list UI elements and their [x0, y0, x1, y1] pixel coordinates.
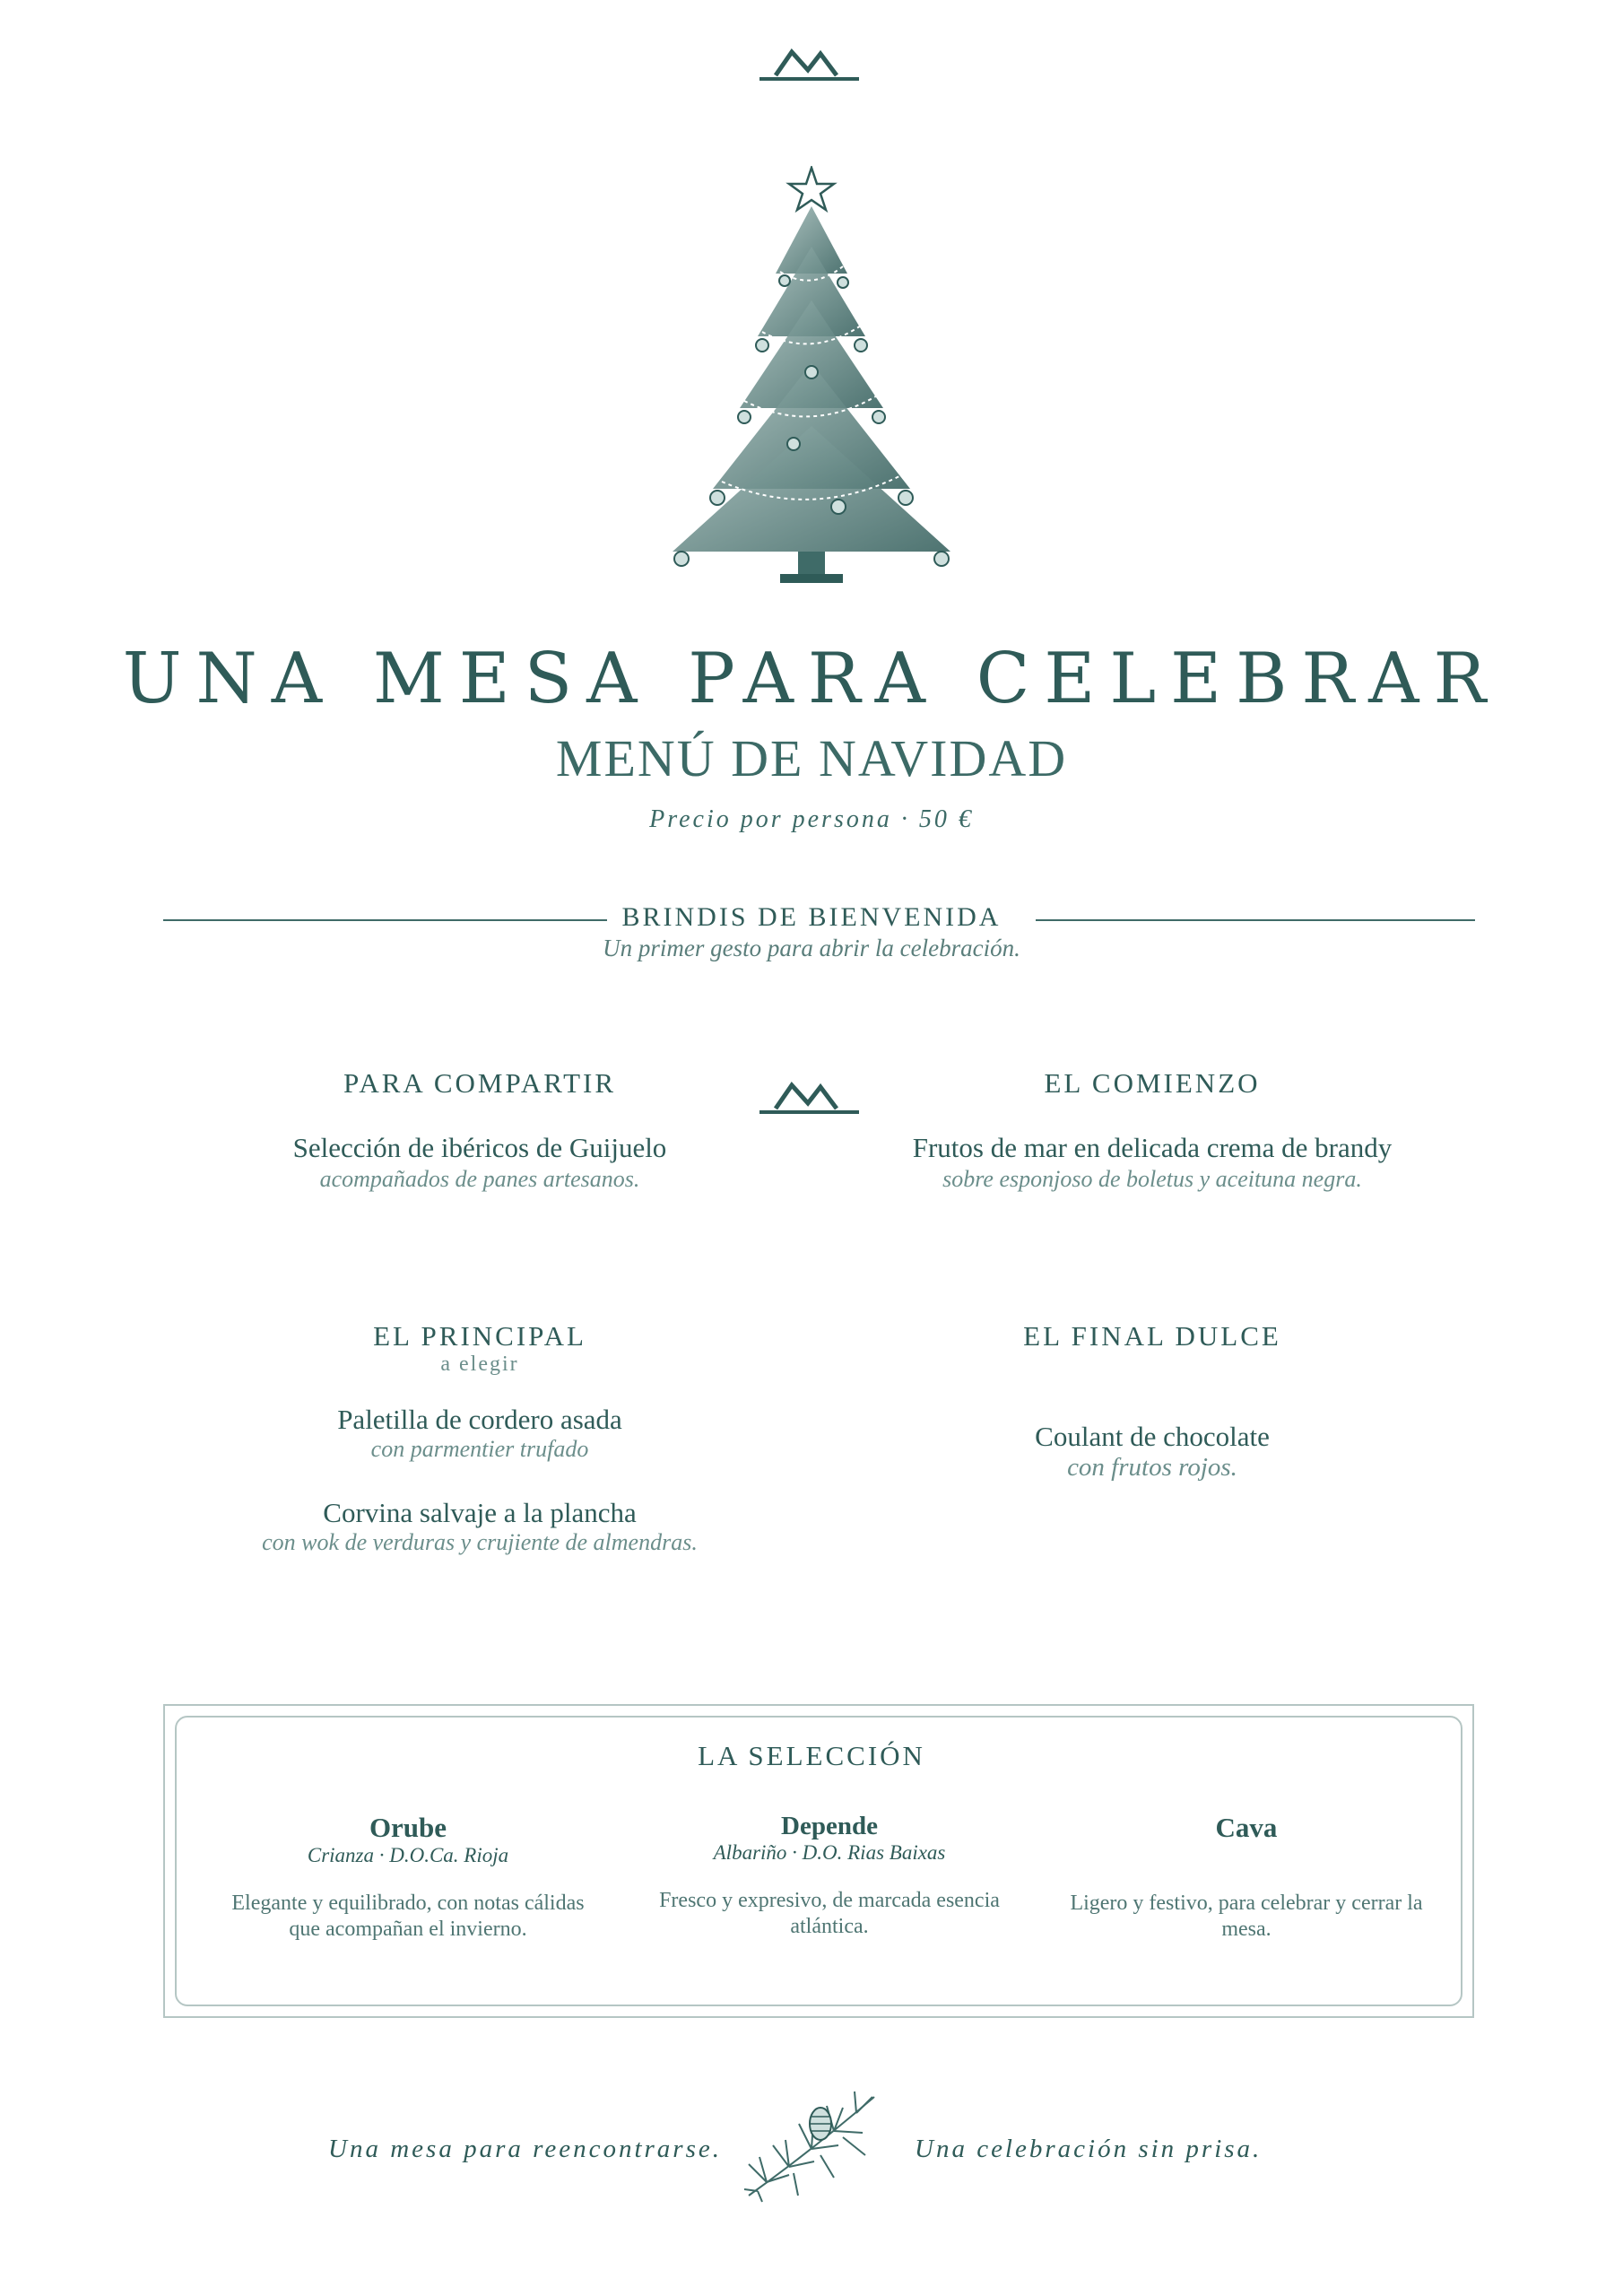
- dish-name: Selección de ibéricos de Guijuelo: [292, 1132, 667, 1163]
- dish-name: Frutos de mar en delicada crema de brandy: [912, 1132, 1393, 1163]
- dish-description: con parmentier trufado: [370, 1436, 589, 1462]
- footer-left-text: Una mesa para reencontrarse.: [328, 2135, 722, 2163]
- section-title: EL COMIENZO: [1044, 1067, 1261, 1099]
- dish-description: con wok de verduras y crujiente de almendras.: [262, 1529, 698, 1555]
- wine-item: [229, 1812, 587, 1943]
- dish-description: acompañados de panes artesanos.: [319, 1166, 640, 1192]
- section-title: EL FINAL DULCE: [1023, 1320, 1281, 1352]
- section-title: PARA COMPARTIR: [343, 1067, 617, 1099]
- wine-description: Elegante y equilibrado, con notas cálidas que acompañan el invierno.: [231, 1892, 585, 1941]
- pine-branch-icon: [740, 2088, 883, 2205]
- section-note: a elegir: [440, 1352, 519, 1376]
- christmas-tree-icon: [659, 166, 964, 587]
- wine-name: Cava: [1215, 1812, 1278, 1843]
- section-main: [211, 1320, 749, 1556]
- section-starter: [865, 1067, 1439, 1193]
- wine-name: Orube: [369, 1812, 447, 1843]
- section-title: EL PRINCIPAL: [373, 1320, 586, 1352]
- menu-title: UNA MESA PARA CELEBRAR: [122, 639, 1501, 719]
- wine-description: Ligero y festivo, para celebrar y cerrar la mesa.: [1070, 1892, 1423, 1941]
- wine-meta: Crianza · D.O.Ca. Rioja: [307, 1844, 509, 1866]
- welcome-title: BRINDIS DE BIENVENIDA: [621, 902, 1002, 932]
- mountain-logo-icon: [758, 1076, 861, 1116]
- dish-name: Corvina salvaje a la plancha: [323, 1497, 637, 1528]
- footer-right-text: Una celebración sin prisa.: [915, 2135, 1263, 2163]
- mountain-logo-icon: [758, 43, 861, 83]
- dish-description: con frutos rojos.: [1067, 1453, 1237, 1482]
- dish-name: Paletilla de cordero asada: [337, 1404, 622, 1435]
- welcome-subtitle: Un primer gesto para abrir la celebración.: [603, 935, 1020, 961]
- menu-subtitle: MENÚ DE NAVIDAD: [555, 729, 1068, 787]
- wine-description: Fresco y expresivo, de marcada esencia atlántica.: [659, 1889, 1000, 1938]
- dish-name: Coulant de chocolate: [1035, 1421, 1270, 1452]
- wine-item: [1054, 1812, 1439, 1943]
- section-sharing: [211, 1067, 749, 1193]
- section-dessert: [865, 1320, 1439, 1483]
- wine-meta: Albariño · D.O. Rias Baixas: [713, 1841, 946, 1864]
- wine-item: [632, 1812, 1027, 1940]
- dish-description: sobre esponjoso de boletus y aceituna negra.: [942, 1166, 1362, 1192]
- wine-section-title: LA SELECCIÓN: [698, 1740, 925, 1771]
- price-per-person: Precio por persona · 50 €: [649, 805, 974, 833]
- wine-name: Depende: [781, 1812, 878, 1840]
